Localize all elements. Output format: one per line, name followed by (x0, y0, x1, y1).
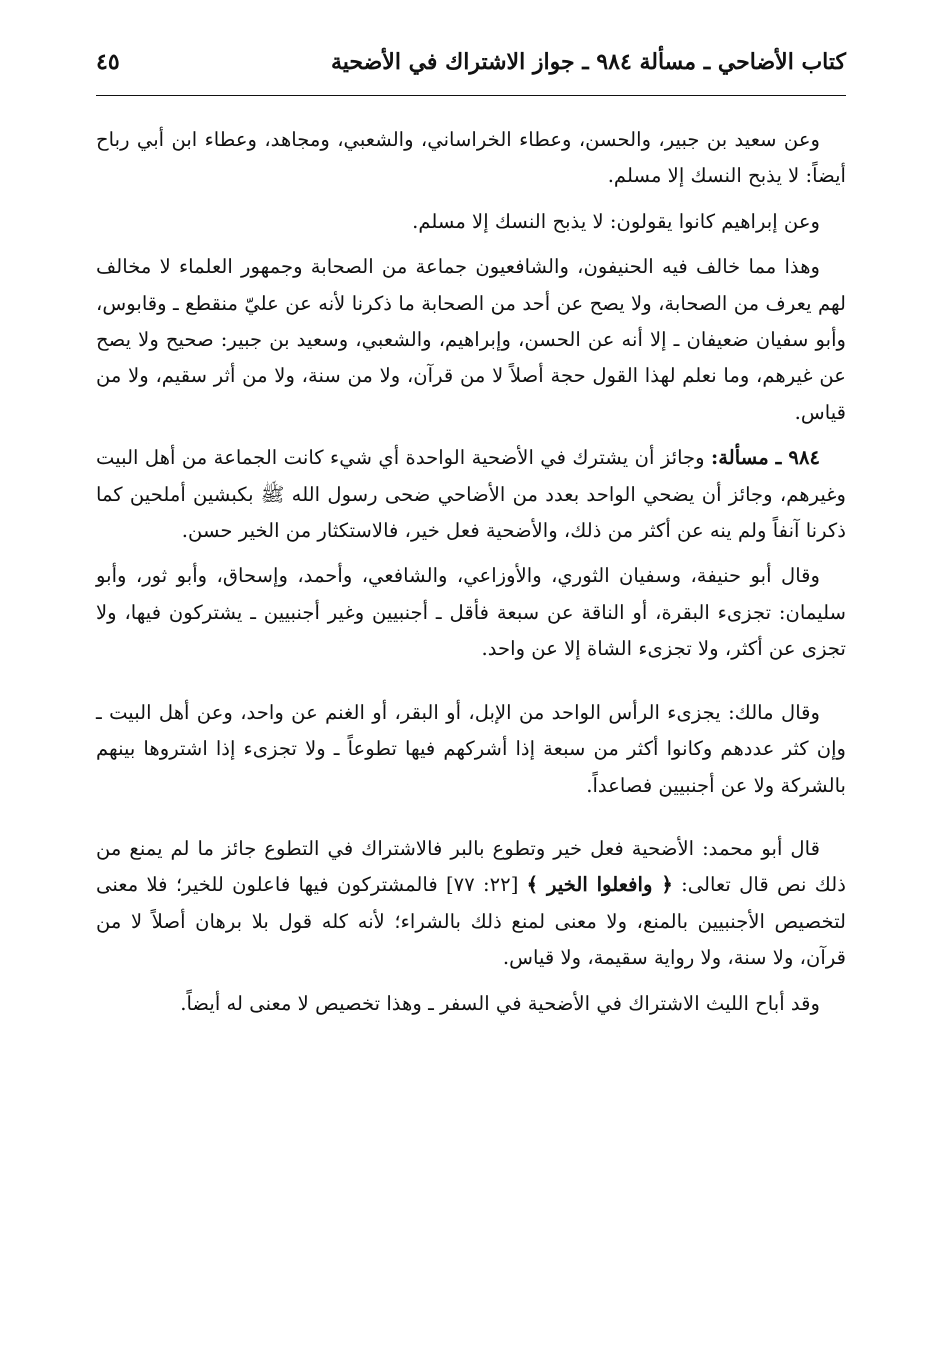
paragraph-final: وقد أباح الليث الاشتراك في الأضحية في السفر ـ وهذا تخصيص لا معنى له أيضاً. (180, 991, 820, 1015)
paragraph-malik: وقال مالك: يجزىء الرأس الواحد من الإبل، أو البقر، أو الغنم عن واحد، وعن أهل البيت ـ وإن كثر عددهم وكانوا أكثر من سبعة إذا أشركهم فيها تطوعاً ـ ولا تجزىء إذا اشتروها بينهم بالشركة ولا عن أجنبيين فصاعداً. (96, 700, 846, 797)
abu-muhammad-before-verse: قال أبو محمد: الأضحية فعل خير وتطوع بالبر فالاشتراك في التطوع جائز ما لم يمنع من ذلك نص قال تعالى: (96, 836, 846, 897)
body-text (96, 122, 846, 1031)
page-number: ٤٥ (96, 49, 120, 75)
paragraph-1: وعن سعيد بن جبير، والحسن، وعطاء الخراساني، والشعبي، ومجاهد، وعطاء ابن أبي رباح أيضاً: لا يذبح النسك إلا مسلم. (96, 128, 846, 188)
paragraph-abu-muhammad (96, 831, 846, 977)
abu-muhammad-after-verse: [٢٢: ٧٧] فالمشتركون فيها فاعلون للخير؛ فلا معنى لتخصيص الأجنبيين بالمنع، ولا معنى لمنع ذلك بالشراء؛ لأنه كله قول بلا برهان أصلاً لا من قرآن، ولا سنة، ولا رواية سقيمة، ولا قياس. (96, 873, 846, 970)
quran-verse: ﴿ وافعلوا الخير ﴾ (526, 873, 673, 897)
mas-ala-text: وجائز أن يشترك في الأضحية الواحدة أي شيء كانت الجماعة من أهل البيت وغيرهم، وجائز أن يضحي الواحد بعدد من الأضاحي ضحى رسول الله ﷺ بكبشين أملحين كما ذكرنا آنفاً ولم ينه عن أكثر من ذلك، والأضحية فعل خير، فالاستكثار من الخير حسن. (96, 446, 846, 543)
mas-ala-label: ٩٨٤ ـ مسألة: (711, 446, 820, 470)
paragraph-3: وهذا مما خالف فيه الحنيفون، والشافعيون جماعة من الصحابة وجمهور العلماء لا مخالف لهم يعرف من الصحابة، ولا يصح عن أحد من الصحابة ما ذكرنا لأنه عن عليّ منقطع ـ وقابوس، وأبو سفيان ضعيفان ـ إلا أنه عن الحسن، وإبراهيم، والشعبي، وسعيد بن جبير: صحيح ولا يصح عن غيرهم، وما نعلم لهذا القول حجة أصلاً لا من قرآن، ولا من سنة، ولا من أثر سقيم، ولا من قياس. (96, 255, 846, 424)
header-divider (96, 95, 846, 96)
paragraph-abu-hanifa: وقال أبو حنيفة، وسفيان الثوري، والأوزاعي، والشافعي، وأحمد، وإسحاق، وأبو ثور، وأبو سليمان: تجزىء البقرة، أو الناقة عن سبعة فأقل ـ أجنبيين وغير أجنبيين ـ يشتركون فيها، ولا تجزى عن أكثر، ولا تجزىء الشاة إلا عن واحد. (96, 564, 846, 661)
paragraph-2: وعن إبراهيم كانوا يقولون: لا يذبح النسك إلا مسلم. (412, 209, 820, 233)
header-title: كتاب الأضاحي ـ مسألة ٩٨٤ ـ جواز الاشتراك في الأضحية (330, 49, 846, 75)
running-header (96, 42, 846, 82)
mas-ala-paragraph (96, 440, 846, 549)
